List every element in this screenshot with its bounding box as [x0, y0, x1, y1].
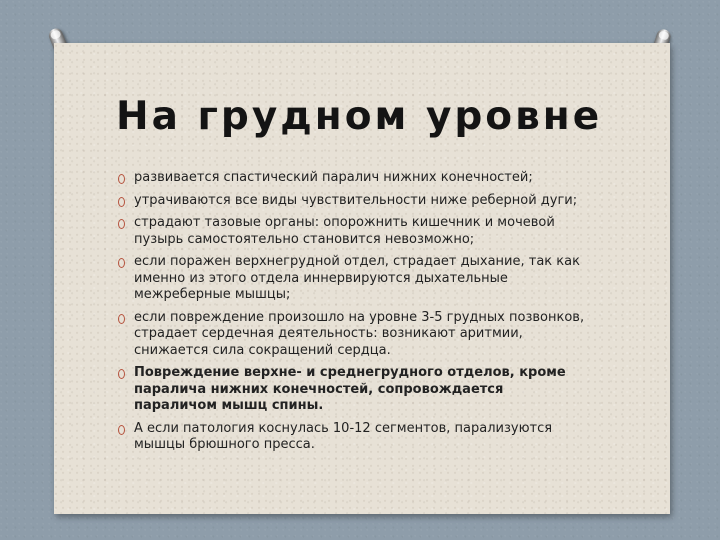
bullet-circle-icon	[118, 219, 125, 229]
bullet-circle-icon	[118, 425, 125, 435]
bullet-circle-icon	[118, 369, 125, 379]
bullet-item-4	[118, 254, 588, 304]
bullet-item-1	[118, 170, 588, 187]
bullet-item-3	[118, 215, 588, 248]
bullet-circle-icon	[118, 258, 125, 268]
bullet-item-5	[118, 310, 588, 360]
bullet-text: Повреждение верхне- и среднегрудного отделов, кроме паралича нижних конечностей, сопровождается параличом мышц спины.	[134, 365, 566, 413]
bullet-text: если поражен верхнегрудной отдел, страдает дыхание, так как именно из этого отдела иннервируются дыхательные межреберные мышцы;	[134, 254, 580, 302]
bullet-text: А если патология коснулась 10-12 сегментов, парализуются мышцы брюшного пресса.	[134, 420, 553, 452]
bullet-text: утрачиваются все виды чувствительности ниже реберной дуги;	[134, 192, 578, 208]
bullet-circle-icon	[118, 197, 125, 207]
bullet-circle-icon	[118, 174, 125, 184]
bullet-circle-icon	[118, 314, 125, 324]
bullet-text: если повреждение произошло на уровне 3-5 грудных позвонков, страдает сердечная деятельность: возникают аритмии, снижается сила сокращений сердца.	[134, 309, 585, 358]
bullet-list	[118, 170, 588, 460]
bullet-item-7	[118, 421, 588, 454]
bullet-text: страдают тазовые органы: опорожнить кишечник и мочевой пузырь самостоятельно становится невозможно;	[134, 215, 555, 247]
bullet-text: развивается спастический паралич нижних конечностей;	[134, 170, 533, 185]
bullet-item-6	[118, 365, 588, 415]
slide-title: На грудном уровне	[116, 94, 603, 139]
bullet-item-2	[118, 193, 588, 210]
